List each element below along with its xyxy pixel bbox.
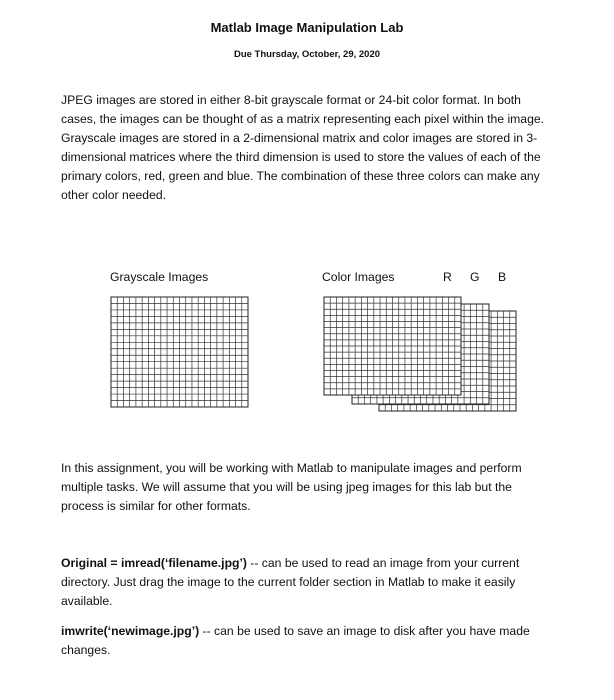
page-title: Matlab Image Manipulation Lab xyxy=(210,20,404,35)
command-description: -- can be used to save an image to disk after you have made changes. xyxy=(61,624,530,657)
intro-paragraph: JPEG images are stored in either 8-bit grayscale format or 24-bit color format. In both cases, the images can be thought of as a matrix representing each pixel within the image. Grayscale images are stored in a 2-dimensional matrix and color images are stored in 3-dimensional matrices where the third dimension is used to store the values of each of the primary colors, red, green and blue. The combination of these three colors can make any other color needed. xyxy=(61,93,545,202)
command-code: Original = imread(‘filename.jpg’) xyxy=(61,556,247,570)
channel-g-label: G xyxy=(470,270,480,284)
channel-r-label: R xyxy=(443,270,452,284)
command-code: imwrite(‘newimage.jpg’) xyxy=(61,624,200,638)
due-date: Due Thursday, October, 29, 2020 xyxy=(233,49,381,60)
assignment-paragraph: In this assignment, you will be working with Matlab to manipulate images and perform multiple tasks. We will assume that you will be using jpeg images for this lab but the process is similar for other formats. xyxy=(61,461,522,513)
red-channel-grid xyxy=(324,297,461,395)
grayscale-matrix-grid xyxy=(111,297,248,407)
command-description: -- can be used to read an image from your current directory. Just drag the image to the current folder section in Matlab to make it easily available. xyxy=(61,556,520,608)
grayscale-label: Grayscale Images xyxy=(110,270,209,284)
command-imwrite xyxy=(61,622,551,660)
command-imread xyxy=(61,554,551,611)
color-label: Color Images xyxy=(322,270,395,284)
channel-b-label: B xyxy=(498,270,507,284)
